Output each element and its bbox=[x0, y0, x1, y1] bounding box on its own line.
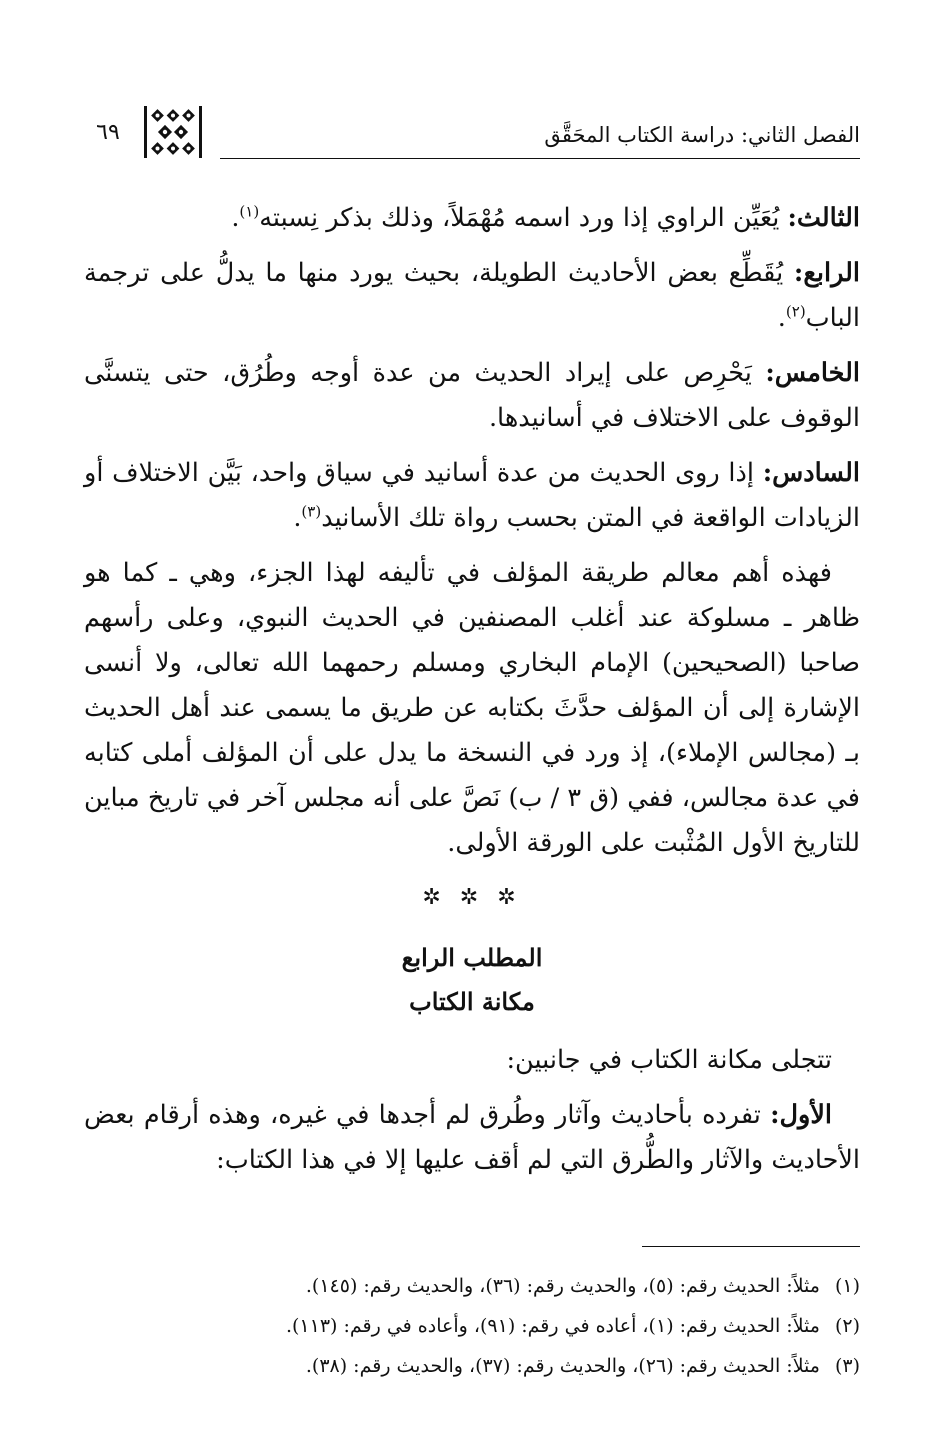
paragraph-tail: . bbox=[777, 303, 786, 333]
paragraph-text: يَحْرِص على إيراد الحديث من عدة أوجه وطُرُق، حتى يتسنَّى الوقوف على الاختلاف في أسانيدها. bbox=[84, 358, 860, 433]
page-number: ٦٩ bbox=[96, 120, 120, 145]
footnote-number: (٣) bbox=[834, 1355, 860, 1377]
footnote-ref[interactable]: (١) bbox=[239, 202, 260, 221]
paragraph-lead: السادس: bbox=[762, 458, 860, 488]
footnote-text: مثلاً: الحديث رقم: (١)، أعاده في رقم: (٩١)، وأعاده في رقم: (١١٣). bbox=[285, 1315, 820, 1337]
paragraph-lead: الخامس: bbox=[765, 358, 860, 388]
paragraph-text: تفرده بأحاديث وآثار وطُرق لم أجدها في غيره، وهذه أرقام بعض الأحاديث والآثار والطُّرق التي لم أقف عليها إلا في هذا الكتاب: bbox=[84, 1100, 860, 1175]
intro-line: تتجلى مكانة الكتاب في جانبين: bbox=[506, 1045, 832, 1075]
footnote-item bbox=[100, 1346, 860, 1386]
footnote-item bbox=[100, 1306, 860, 1346]
section-title: المطلب الرابع bbox=[401, 943, 543, 972]
footnote-number: (٢) bbox=[834, 1315, 860, 1337]
page-header bbox=[80, 100, 860, 160]
arabesque-ornament-icon bbox=[144, 106, 202, 158]
paragraph-tail: . bbox=[231, 203, 240, 233]
paragraph-text: إذا روى الحديث من عدة أسانيد في سياق واحد، بَيَّن الاختلاف أو الزيادات الواقعة في المتن بحسب رواة تلك الأسانيد bbox=[84, 458, 860, 533]
section-separator: ✲ ✲ ✲ bbox=[422, 885, 522, 910]
footnote-text: مثلاً: الحديث رقم: (٢٦)، والحديث رقم: (٣٧)، والحديث رقم: (٣٨). bbox=[305, 1355, 820, 1377]
footnote-rule bbox=[642, 1246, 860, 1247]
paragraph-lead: الرابع: bbox=[793, 258, 860, 288]
paragraph-fourth bbox=[84, 251, 860, 341]
paragraph-fifth bbox=[84, 351, 860, 441]
chapter-title: الفصل الثاني: دراسة الكتاب المحَقَّق bbox=[544, 123, 860, 147]
footnote-number: (١) bbox=[834, 1275, 860, 1297]
paragraph-sixth bbox=[84, 451, 860, 541]
paragraph-text: يُقَطِّع بعض الأحاديث الطويلة، بحيث يورد منها ما يدلُّ على ترجمة الباب bbox=[84, 258, 860, 333]
summary-paragraph: فهذه أهم معالم طريقة المؤلف في تأليفه لهذا الجزء، وهي ـ كما هو ظاهر ـ مسلوكة عند أغلب المصنفين في الحديث النبوي، وعلى رأسهم صاحبا (الصحيحين) الإمام البخاري ومسلم رحمهما الله تعالى، ولا أنسى الإشارة إلى أن المؤلف حدَّثَ بكتابه عن طريق ما يسمى عند أهل الحديث بـ (مجالس الإملاء)، إذ ورد في النسخة ما يدل على أن المؤلف أملى كتابه في عدة مجالس، ففي (ق ٣ / ب) نَصَّ على أنه مجلس آخر في تاريخ مباين للتاريخ الأول المُثْبت على الورقة الأولى. bbox=[84, 558, 860, 858]
paragraph-tail: . bbox=[293, 503, 302, 533]
paragraph-lead: الثالث: bbox=[787, 203, 860, 233]
footnotes bbox=[100, 1266, 860, 1386]
paragraph-lead: الأول: bbox=[770, 1100, 832, 1130]
footnote-ref[interactable]: (٣) bbox=[301, 502, 322, 521]
footnote-text: مثلاً: الحديث رقم: (٥)، والحديث رقم: (٣٦)، والحديث رقم: (١٤٥). bbox=[305, 1275, 820, 1297]
section-subtitle: مكانة الكتاب bbox=[409, 987, 535, 1016]
page-body bbox=[84, 196, 860, 1193]
footnote-item bbox=[100, 1266, 860, 1306]
footnote-ref[interactable]: (٢) bbox=[785, 302, 806, 321]
paragraph-text: يُعَيِّن الراوي إذا ورد اسمه مُهْمَلاً، وذلك بذكر نِسبته bbox=[259, 203, 788, 233]
first-aspect-paragraph bbox=[84, 1093, 860, 1183]
paragraph-third bbox=[84, 196, 860, 241]
header-rule bbox=[220, 158, 860, 159]
